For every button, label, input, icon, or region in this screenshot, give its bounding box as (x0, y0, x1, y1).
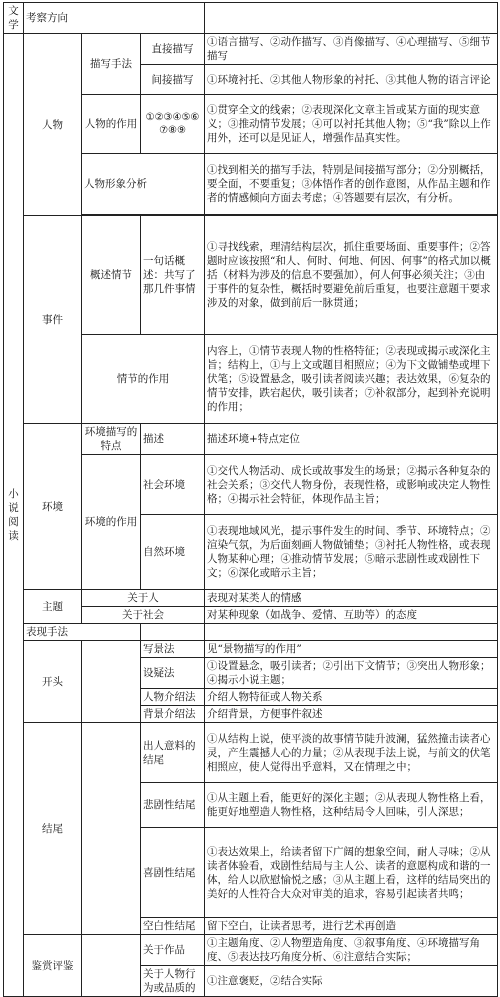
character-role-text: ①贯穿全文的线索；②表现深化文章主旨或某方面的现实意义；③推动情节发展；④可以衬托其他人物；⑤“我”除以上作用外，还可以是见证人，增强作品真实性。 (205, 95, 498, 154)
tragic-ending: 悲剧性结尾 (141, 783, 205, 828)
character-role: 人物的作用 (82, 95, 141, 154)
character-role-numbers: ①②③④⑤⑥⑦⑧⑨ (141, 95, 205, 154)
plot-role-text: 内容上，①情节表现人物的性格特征；②表现或揭示或深化主旨；结构上，①与上文或题目相照应；④为下文做铺垫或埋下伏笔；⑤设置悬念，吸引读者阅读兴趣；表达效果，⑥复杂的情节安排，跌宕起伏，吸引读者；⑦补叙部分，起到补充说明的作用； (205, 335, 498, 424)
techniques-empty-2 (205, 624, 498, 641)
direct-description-text: ①语言描写、②动作描写、③肖像描写、④心理描写、⑤细节描写 (205, 34, 498, 65)
techniques-empty-1 (141, 624, 205, 641)
about-people: 关于人 (82, 590, 205, 607)
intro-method-text: 介绍人物特征或人物关系 (205, 689, 498, 706)
header-direction: 考察方向 (24, 3, 205, 34)
section-appreciation: 鉴赏评鉴 (24, 935, 82, 997)
intro-method: 人物介绍法 (141, 689, 205, 706)
summary-plot-text: ①寻找线索，理清结构层次，抓住重要场面、重要事件；②答题时应该按照“和人、何时、何地、何因、何事”的格式加以概括（材料为涉及的信息不要强加），何人何事必须关注；③由于事件的复杂性，概括时要避免前后重复，也要注意题干要求涉及的对象，做到前后一脉贯通； (205, 216, 498, 335)
environment-describe-text: 描述环境+特点定位 (205, 424, 498, 455)
environment-describe: 描述 (141, 424, 205, 455)
plot-role: 情节的作用 (82, 335, 205, 424)
study-table (3, 2, 498, 997)
section-techniques: 表现手法 (24, 624, 141, 641)
section-plot: 事件 (24, 216, 82, 424)
about-society-text: 对某种现象（如战争、爱情、互助等）的态度 (205, 607, 498, 624)
blank-ending: 空白性结尾 (141, 918, 205, 935)
environment-role: 环境的作用 (82, 455, 141, 590)
summary-formula: 一句话概述：共写了那几件事情 (141, 216, 205, 335)
section-character: 人物 (24, 34, 82, 216)
ending-empty (82, 723, 141, 935)
blank-ending-text: 留下空白，让读者思考，进行艺术再创造 (205, 918, 498, 935)
environment-feature: 环境描写的特点 (82, 424, 141, 455)
direct-description: 直接描写 (141, 34, 205, 65)
section-environment: 环境 (24, 424, 82, 590)
social-environment-text: ①交代人物活动、成长或故事发生的场景；②揭示各种复杂的社会关系；③交代人物身份，表现性格，或影响或决定人物性格；④揭示社会特征，体现作品主旨； (205, 455, 498, 515)
about-society: 关于社会 (82, 607, 205, 624)
about-work-text: ①主题角度、②人物塑造角度、③叙事角度、④环境描写角度、⑤表达技巧角度分析、⑥注意结合实际； (205, 935, 498, 966)
summary-plot: 概述情节 (82, 216, 141, 335)
happy-ending-text: ①表达效果上，给读者留下广阔的想象空间，耐人寻味；②从读者体验看，戏剧性结局与主人公、读者的意愿构成和谐的一体，给人以欣慰愉悦之感；③从主题上看，这样的结局突出的美好的人性符合大众对审美的追求，容易引起读者共鸣； (205, 828, 498, 918)
suspense-method: 设疑法 (141, 658, 205, 689)
social-environment: 社会环境 (141, 455, 205, 515)
natural-environment: 自然环境 (141, 515, 205, 590)
describe-method: 描写手法 (82, 34, 141, 95)
about-work: 关于作品 (141, 935, 205, 966)
about-character-quality: 关于人物行为或品质的 (141, 966, 205, 997)
scenery-method: 写景法 (141, 641, 205, 658)
natural-environment-text: ①表现地域风光，提示事件发生的时间、季节、环境特点；②渲染气氛，为后面刻画人物做铺垫；③衬托人物性格，或表现人物某种心理；④推动情节发展；⑤暗示悲剧性或戏剧性下文；⑥深化或暗示主旨； (205, 515, 498, 590)
header-literature: 文学 (4, 3, 24, 34)
about-people-text: 表现对某类人的情感 (205, 590, 498, 607)
section-ending: 结尾 (24, 723, 82, 935)
section-opening: 开头 (24, 641, 82, 723)
character-image-text: ①找到相关的描写手法，特别是间接描写部分；②分别概括，要全面，不要重复；③体悟作者的创作意图，从作品主题和作者的情感倾向方面去考虑；④答题要有层次，有分析。 (205, 154, 498, 215)
suspense-method-text: ①设置悬念，吸引读者；②引出下文情节；③突出人物形象；④揭示小说主题； (205, 658, 498, 689)
happy-ending: 喜剧性结尾 (141, 828, 205, 918)
indirect-description: 间接描写 (141, 65, 205, 95)
vertical-label: 小说阅读 (4, 34, 24, 997)
background-method: 背景介绍法 (141, 706, 205, 723)
unexpected-ending-text: ①从结构上说，使平淡的故事情节陡升波澜，猛然撞击读者心灵，产生震撼人心的力量；②从表现手法上说，与前文的伏笔相照应，使人觉得出乎意料，又在情理之中； (205, 723, 498, 783)
about-character-quality-text: ①注意褒贬，②结合实际 (205, 966, 498, 997)
background-method-text: 介绍背景，方便事件叙述 (205, 706, 498, 723)
appreciation-empty (82, 935, 141, 997)
unexpected-ending: 出人意料的结尾 (141, 723, 205, 783)
header-empty (205, 3, 498, 34)
indirect-description-text: ①环境衬托、②其他人物形象的衬托、③其他人物的语言评论 (205, 65, 498, 95)
section-theme: 主题 (24, 590, 82, 624)
tragic-ending-text: ①从主题上看，能更好的深化主题；②从表现人物性格上看，能更好地塑造人物性格，这种结局令人回味，引人深思； (205, 783, 498, 828)
scenery-method-text: 见“景物描写的作用” (205, 641, 498, 658)
character-image-analysis: 人物形象分析 (82, 154, 205, 215)
opening-empty (82, 641, 141, 723)
